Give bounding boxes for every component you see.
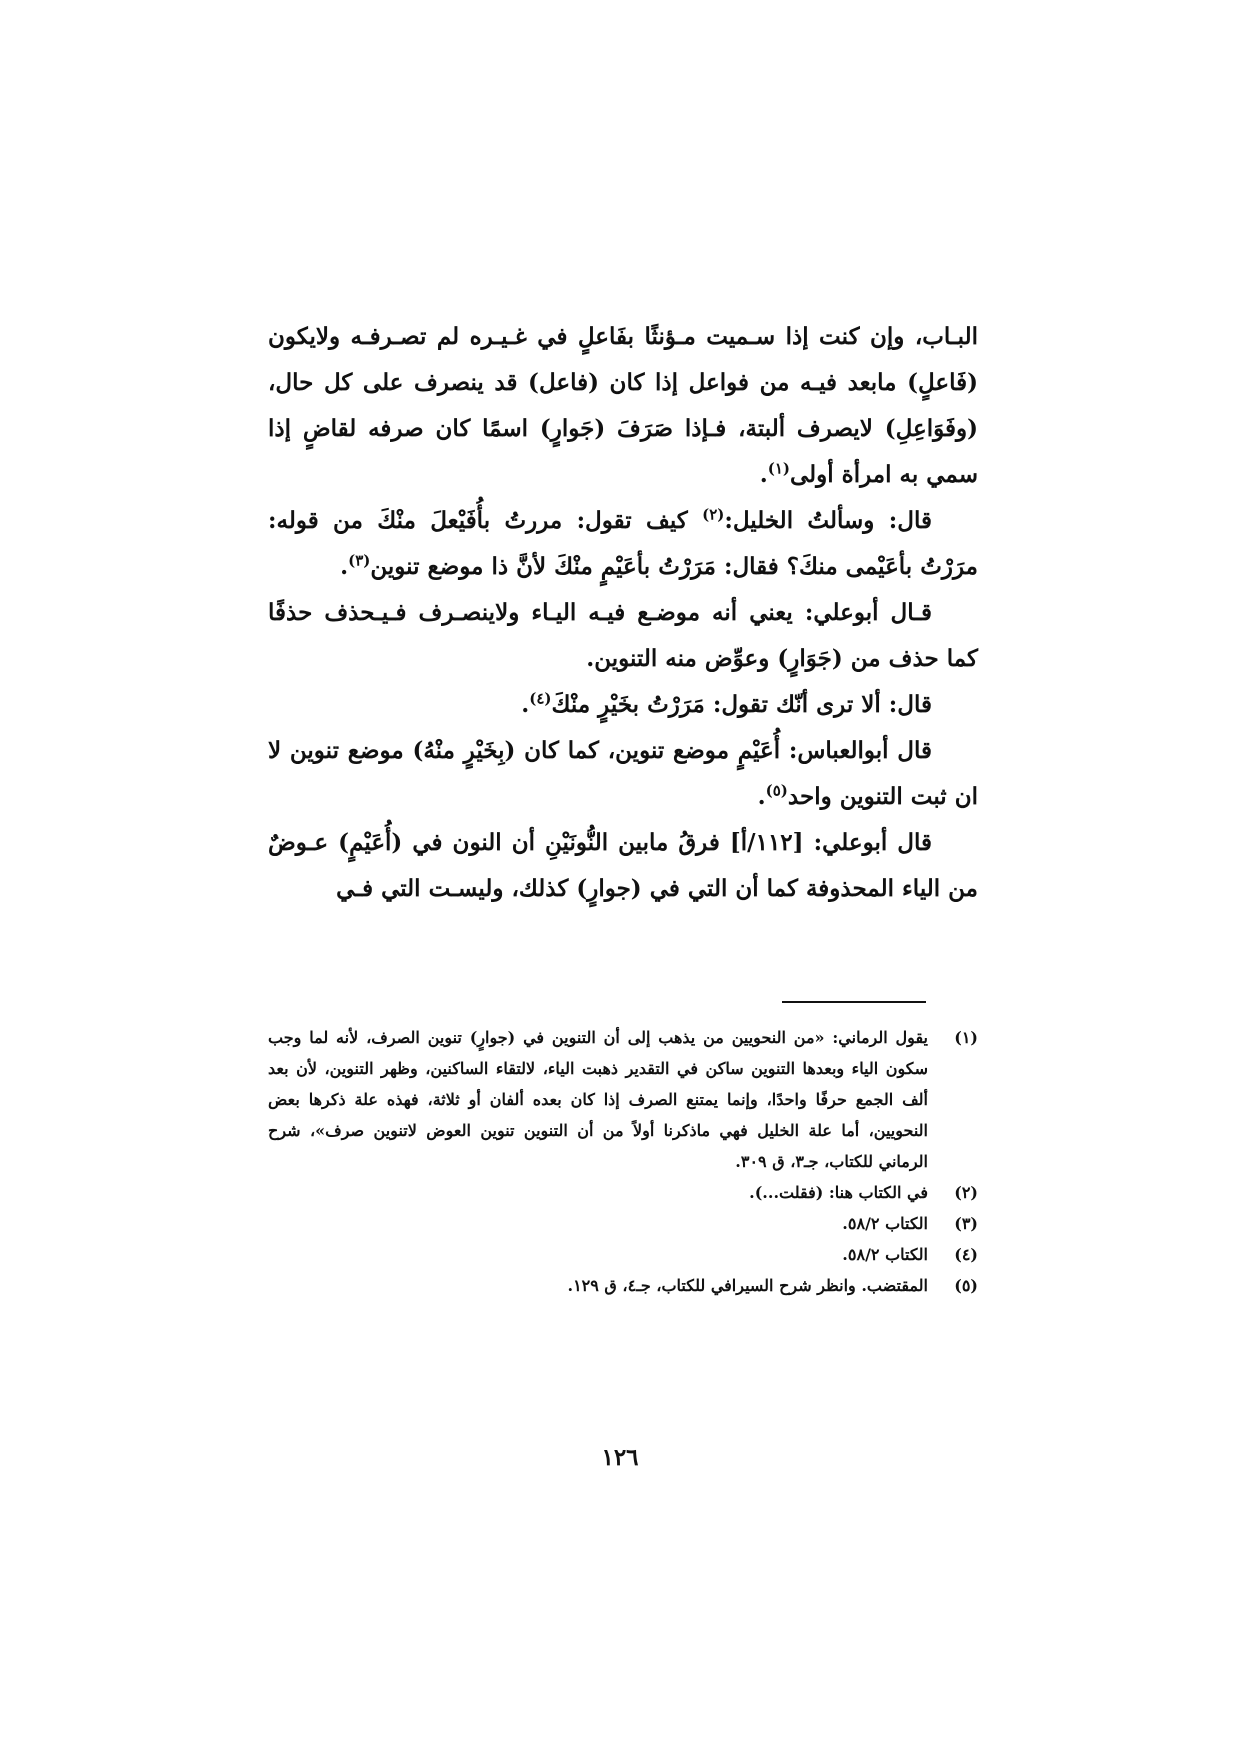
footnote-text: يقول الرماني: «من النحويين من يذهب إلى أن التنوين في (جوارٍ) تنوين الصرف، لأنه لما وجب سكون الياء وبعدها التنوين ساكن في التقدير ذهبت الياء، لالتقاء الساكنين، وظهر التنوين، لأن بعد ألف الجمع حرفًا واحدًا، وإنما يمتنع الصرف إذا كان بعده ألفان أو ثلاثة، فهذه علة ذكرها بعض النحويين، أما علة الخليل فهي ماذكرنا أولاً من أن التنوين تنوين العوض لاتنوين صرف»، شرح الرماني للكتاب، جـ٣، ق ٣٠٩. (268, 1028, 928, 1171)
paragraph-6: قال أبوعلي: [١١٢/أ] فرقُ مابين النُّونَيْنِ أن النون في (أُعَيْمٍ) عـوضٌ من الياء المحذوفة كما أن التي في (جوارٍ) كذلك، وليسـت التي فـي (268, 829, 978, 902)
paragraph-1-end: . (759, 461, 768, 488)
paragraph-5-text: قال أبوالعباس: أُعَيْمٍ موضع تنوين، كما كان (بِخَيْرٍ منْهُ) موضع تنوين لا ان ثبت التنوين واحد (268, 737, 978, 810)
paragraph-2-end: . (340, 553, 349, 580)
footnote-number: (٤) (954, 1245, 978, 1264)
footnote-ref-5: (٥) (765, 781, 788, 800)
footnote-1 (268, 1022, 978, 1177)
footnote-number: (١) (954, 1028, 978, 1047)
paragraph-4 (268, 682, 978, 728)
footnote-3 (268, 1208, 978, 1239)
footnote-ref-1: (١) (767, 459, 790, 478)
footnote-text: الكتاب ٥٨/٢. (842, 1245, 928, 1264)
footnote-number: (٣) (954, 1214, 978, 1233)
paragraph-4-text: ألا ترى أنّك تقول: مَرَرْتُ بخَيْرٍ منْكَ (551, 691, 889, 718)
paragraph-2 (268, 498, 978, 590)
paragraph-5-end: . (757, 783, 766, 810)
footnote-2 (268, 1177, 978, 1208)
page-number: ١٢٦ (601, 1444, 639, 1471)
paragraph-1-text: البـاب، وإن كنت إذا سـميت مـؤنثًا بفَاعلٍ في غـيـره لم تصـرفـه ولايكون (فَاعلٍ) مابعد فيـه من فواعل إذا كان (فاعل) قد ينصرف على كل حال، (وفَوَاعِلِ) لايصرف ألبتة، فـإذا صَرَفَ (جَوارٍ) اسمًا كان صرفه لقاضٍ إذا سمي به امرأة أولى (268, 323, 978, 488)
paragraph-2-text-b: كيف تقول: مررتُ بأُفَيْعلَ منْكَ من قوله: مرَرْتُ بأعَيْمى منكَ؟ فقال: مَرَرْتُ بأعَيْمٍ منْكَ لأنَّ ذا موضع تنوين (268, 507, 978, 580)
speaker-label: قال: (888, 691, 932, 718)
paragraph-1 (268, 314, 978, 498)
speaker-label: قال: (888, 507, 932, 534)
footnote-ref-2: (٢) (702, 505, 725, 524)
paragraph-2-text-a: وسألتُ الخليل: (724, 507, 889, 534)
footnote-number: (٢) (954, 1183, 978, 1202)
paragraph-5 (268, 728, 978, 820)
footnote-5 (268, 1270, 978, 1301)
footnotes (268, 1022, 978, 1301)
footnote-ref-4: (٤) (529, 689, 552, 708)
paragraph-4-end: . (521, 691, 530, 718)
footnote-text: المقتضب. وانظر شرح السيرافي للكتاب، جـ٤، ق ١٢٩. (567, 1276, 928, 1295)
footnote-4 (268, 1239, 978, 1270)
paragraph-3: قـال أبوعلي: يعني أنه موضـع فيـه اليـاء ولاينصـرف فـيـحذف حذفًا كما حذف من (جَوَارٍ) وعوِّض منه التنوين. (268, 599, 978, 672)
main-text (268, 314, 978, 912)
footnote-number: (٥) (954, 1276, 978, 1295)
footnote-separator (782, 1001, 926, 1003)
footnote-text: في الكتاب هنا: (فقلت...). (749, 1183, 928, 1202)
footnote-text: الكتاب ٥٨/٢. (842, 1214, 928, 1233)
footnote-ref-3: (٣) (348, 551, 371, 570)
